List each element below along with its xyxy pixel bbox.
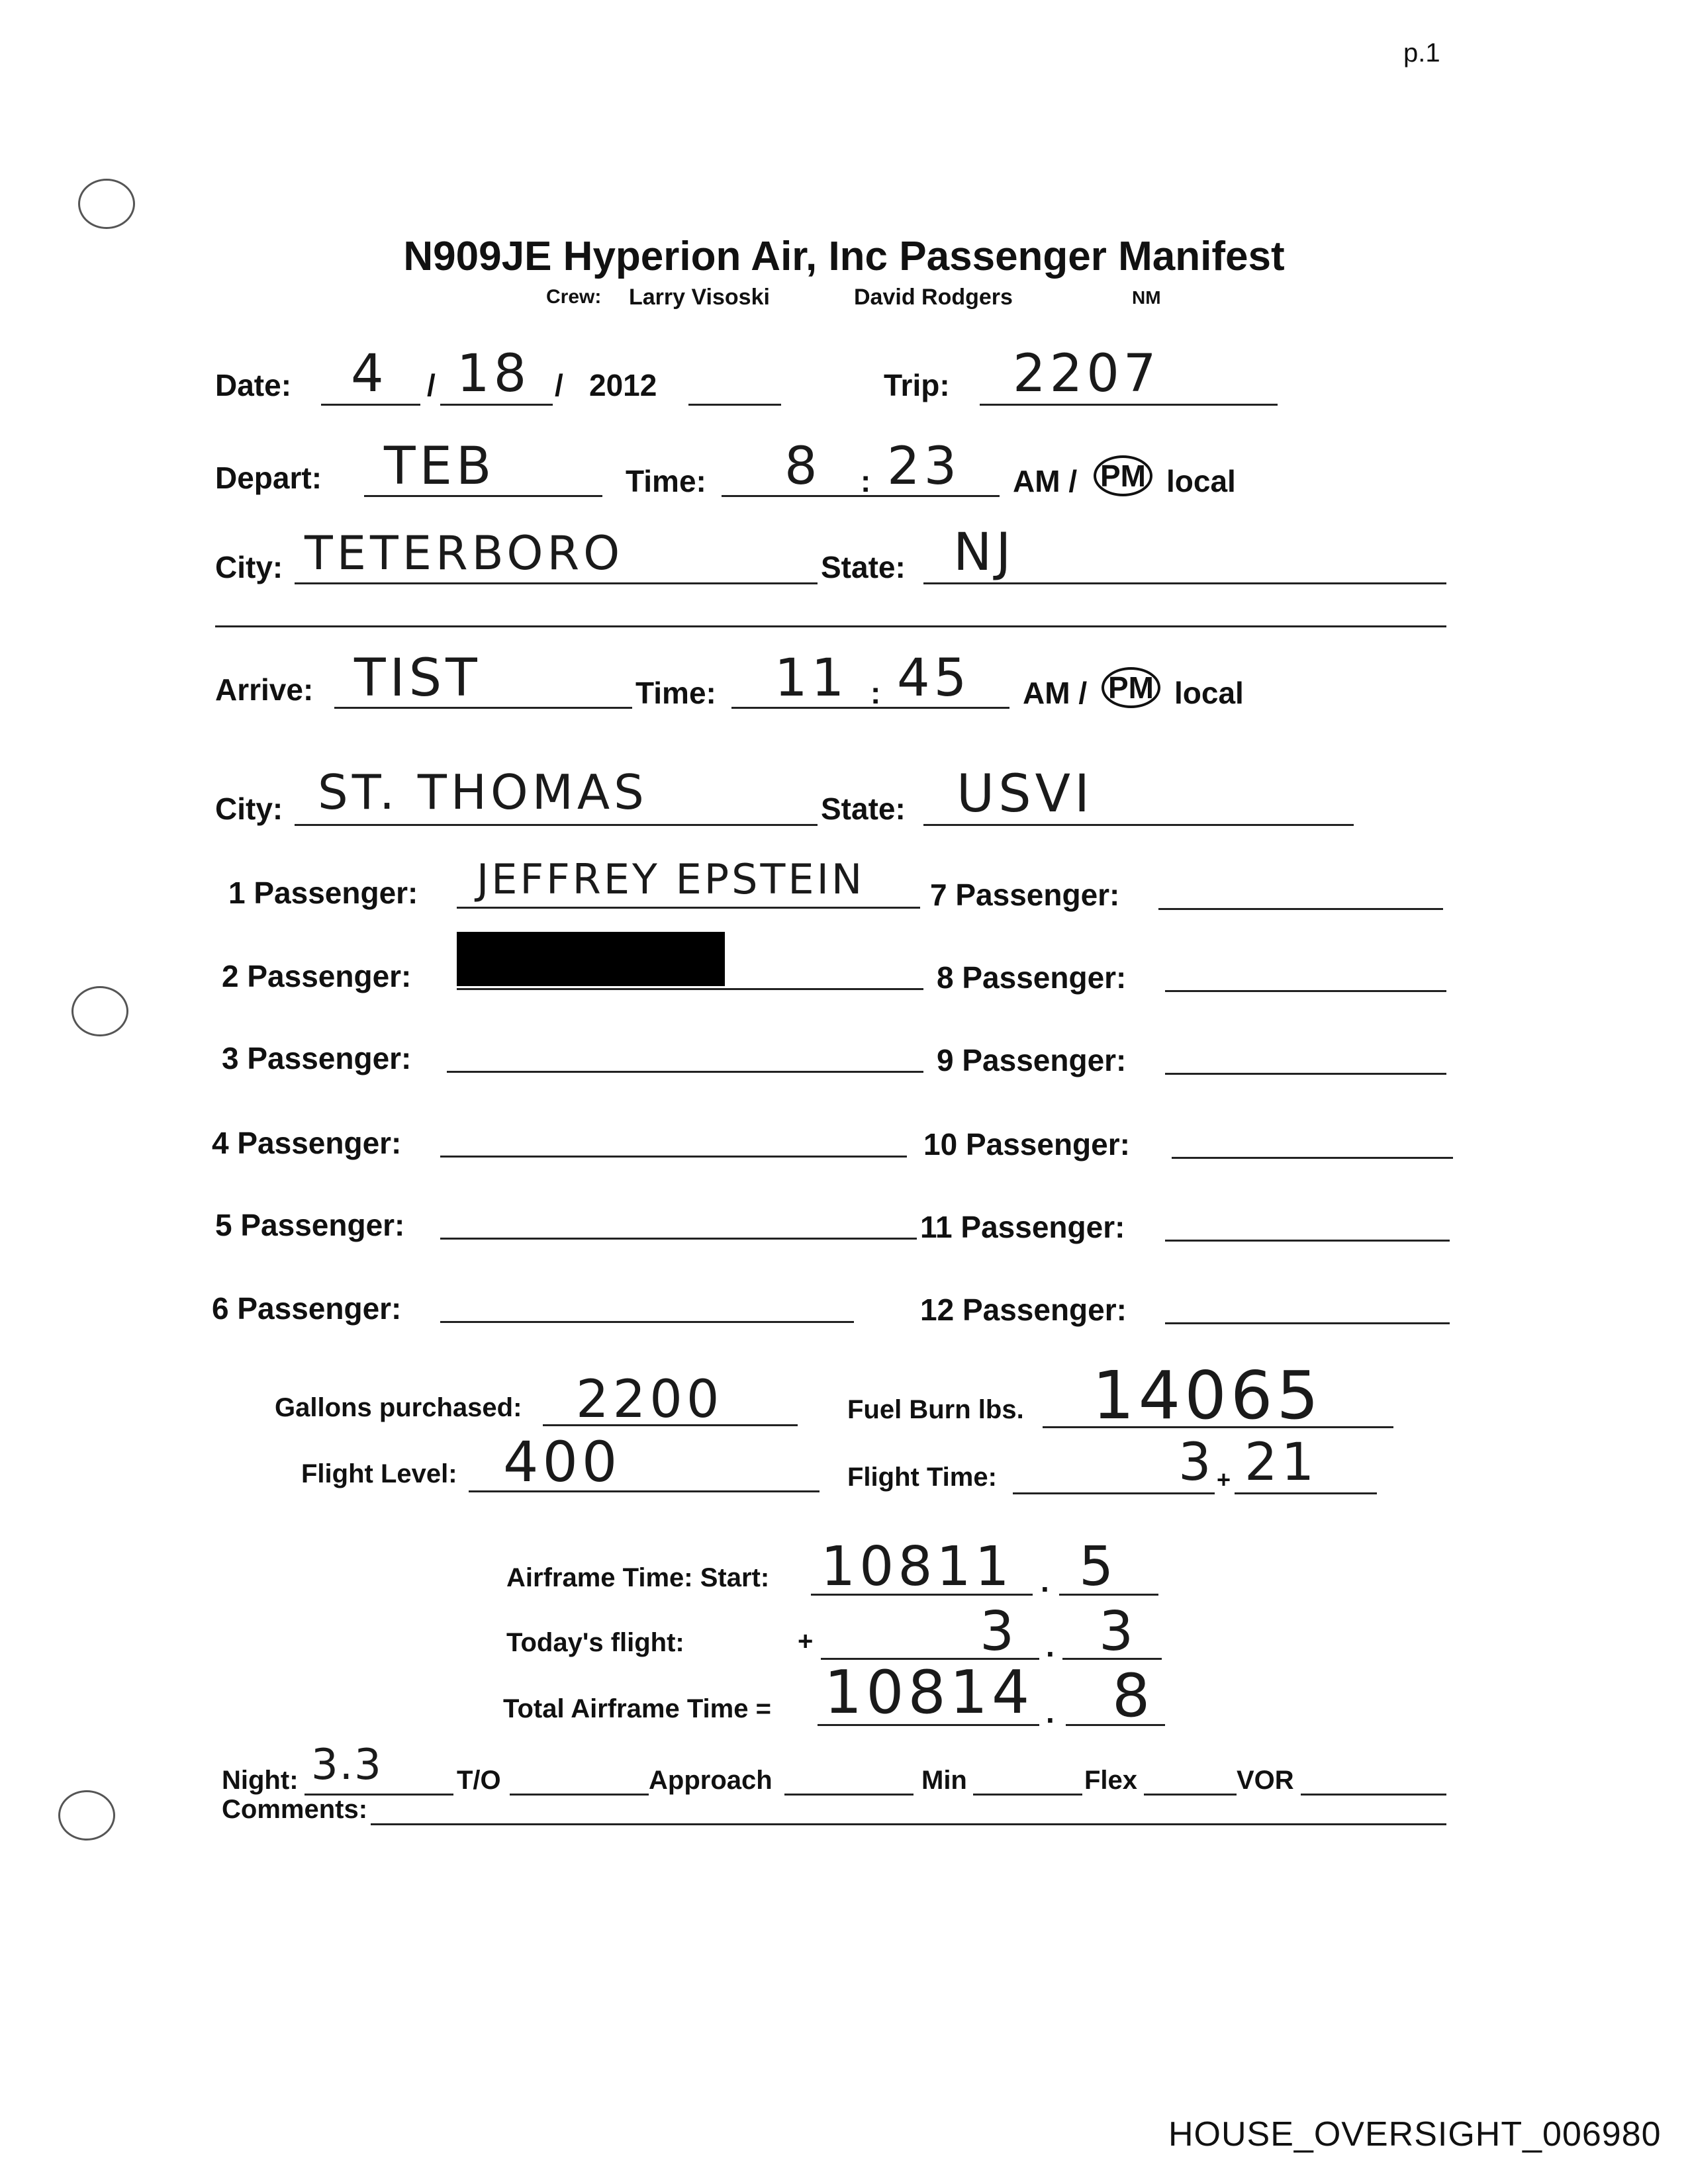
depart-time-label: Time: xyxy=(626,464,706,498)
flight-time-minutes-line xyxy=(1235,1492,1377,1494)
arrive-time-colon: : xyxy=(870,676,881,710)
arrive-airport-value: TIST xyxy=(354,649,481,708)
punch-hole-top xyxy=(78,179,135,229)
airframe-start-dot: . xyxy=(1041,1564,1049,1598)
passenger-10-label: 10 Passenger: xyxy=(923,1127,1130,1161)
flight-time-plus: + xyxy=(1217,1466,1231,1493)
page-number: p.1 xyxy=(1403,38,1440,68)
comments-label: Comments: xyxy=(222,1795,368,1824)
punch-hole-middle xyxy=(71,986,128,1036)
passenger-12-label: 12 Passenger: xyxy=(920,1293,1127,1327)
arrive-hour-value: 11 xyxy=(774,649,849,708)
takeoff-line xyxy=(510,1794,649,1796)
depart-state-line xyxy=(923,582,1446,584)
depart-hour-value: 8 xyxy=(784,437,821,496)
total-airframe-whole-value: 10814 xyxy=(824,1658,1034,1727)
flight-level-value: 400 xyxy=(503,1430,622,1494)
manifest-title: N909JE Hyperion Air, Inc Passenger Manifest xyxy=(403,234,1285,279)
depart-am-option: AM / xyxy=(1013,464,1078,498)
passenger-5-label: 5 Passenger: xyxy=(215,1208,405,1242)
approach-label: Approach xyxy=(649,1766,773,1795)
crew-label: Crew: xyxy=(546,286,602,308)
date-slash-2: / xyxy=(555,368,563,402)
bates-number: HOUSE_OVERSIGHT_006980 xyxy=(1168,2115,1662,2154)
date-month-value: 4 xyxy=(351,344,388,404)
comments-line xyxy=(371,1823,1446,1825)
passenger-11-label: 11 Passenger: xyxy=(920,1210,1125,1244)
passenger-8-line xyxy=(1165,990,1446,992)
crew-member-1: Larry Visoski xyxy=(629,285,770,310)
depart-pm-circle-wrap xyxy=(1094,455,1152,496)
passenger-2-redaction-bar xyxy=(457,932,725,986)
night-value: 3.3 xyxy=(311,1741,383,1790)
depart-extra-line xyxy=(215,625,1446,627)
todays-flight-tenth-value: 3 xyxy=(1099,1600,1138,1663)
passenger-1-name: JEFFREY EPSTEIN xyxy=(477,855,865,903)
airframe-start-label: Airframe Time: Start: xyxy=(506,1563,770,1592)
trip-number-value: 2207 xyxy=(1013,344,1160,404)
arrive-label: Arrive: xyxy=(215,672,314,707)
flight-level-label: Flight Level: xyxy=(301,1459,457,1488)
vor-line xyxy=(1301,1794,1446,1796)
date-year-value: 2012 xyxy=(589,368,657,402)
flight-time-label: Flight Time: xyxy=(847,1463,997,1492)
date-day-value: 18 xyxy=(457,344,531,404)
total-airframe-tenth-value: 8 xyxy=(1112,1661,1154,1731)
passenger-1-label: 1 Passenger: xyxy=(228,876,418,910)
night-label: Night: xyxy=(222,1766,299,1795)
vor-label: VOR xyxy=(1237,1766,1294,1795)
date-slash-1: / xyxy=(427,368,436,402)
arrive-state-label: State: xyxy=(821,792,906,826)
todays-flight-dot: . xyxy=(1046,1629,1055,1663)
flex-label: Flex xyxy=(1084,1766,1138,1795)
airframe-start-whole-value: 10811 xyxy=(821,1535,1013,1598)
arrive-state-line xyxy=(923,824,1354,826)
gallons-purchased-value: 2200 xyxy=(576,1370,724,1430)
passenger-10-line xyxy=(1172,1157,1453,1159)
takeoff-label: T/O xyxy=(457,1766,501,1795)
min-line xyxy=(973,1794,1082,1796)
passenger-1-line xyxy=(457,907,920,909)
depart-label: Depart: xyxy=(215,461,322,495)
passenger-3-line xyxy=(447,1071,923,1073)
crew-member-2: David Rodgers xyxy=(854,285,1013,310)
passenger-9-label: 9 Passenger: xyxy=(937,1043,1127,1077)
passenger-7-line xyxy=(1158,908,1443,910)
arrive-city-line xyxy=(295,824,818,826)
arrive-am-option: AM / xyxy=(1023,676,1088,710)
trip-label: Trip: xyxy=(884,368,950,402)
passenger-6-label: 6 Passenger: xyxy=(212,1291,402,1326)
passenger-4-line xyxy=(440,1156,907,1158)
total-airframe-label: Total Airframe Time = xyxy=(503,1694,771,1723)
passenger-2-line xyxy=(457,988,923,990)
todays-flight-whole-value: 3 xyxy=(980,1600,1019,1663)
arrive-pm-option-circled: PM xyxy=(1102,667,1160,708)
depart-local-label: local xyxy=(1166,464,1236,498)
passenger-9-line xyxy=(1165,1073,1446,1075)
depart-pm-option-circled: PM xyxy=(1094,455,1152,496)
passenger-6-line xyxy=(440,1321,854,1323)
depart-state-value: NJ xyxy=(953,523,1015,582)
flight-time-minutes-value: 21 xyxy=(1244,1433,1319,1492)
date-label: Date: xyxy=(215,368,292,402)
passenger-4-label: 4 Passenger: xyxy=(212,1126,402,1160)
trip-line xyxy=(980,404,1278,406)
arrive-state-value: USVI xyxy=(957,764,1094,824)
fuel-burn-value: 14065 xyxy=(1092,1357,1323,1434)
depart-city-value: TETERBORO xyxy=(305,526,624,580)
passenger-11-line xyxy=(1165,1240,1450,1242)
arrive-city-label: City: xyxy=(215,792,283,826)
punch-hole-bottom xyxy=(58,1790,115,1841)
arrive-pm-circle-wrap xyxy=(1102,667,1160,708)
arrive-local-label: local xyxy=(1174,676,1244,710)
passenger-12-line xyxy=(1165,1322,1450,1324)
passenger-7-label: 7 Passenger: xyxy=(930,878,1120,912)
todays-flight-label: Today's flight: xyxy=(506,1628,684,1657)
flight-time-hours-value: 3 xyxy=(1178,1433,1215,1492)
date-month-line xyxy=(321,404,420,406)
date-year-line xyxy=(688,404,781,406)
approach-line xyxy=(784,1794,914,1796)
depart-state-label: State: xyxy=(821,550,906,584)
total-airframe-dot: . xyxy=(1046,1695,1055,1729)
date-day-line xyxy=(440,404,553,406)
flight-time-hours-line xyxy=(1013,1492,1215,1494)
depart-minute-value: 23 xyxy=(887,437,961,496)
flex-line xyxy=(1144,1794,1237,1796)
todays-flight-plus: + xyxy=(798,1627,814,1656)
passenger-8-label: 8 Passenger: xyxy=(937,960,1127,995)
gallons-purchased-label: Gallons purchased: xyxy=(275,1393,522,1422)
depart-city-line xyxy=(295,582,818,584)
arrive-minute-value: 45 xyxy=(897,649,971,708)
fuel-burn-label: Fuel Burn lbs. xyxy=(847,1395,1024,1424)
depart-airport-value: TEB xyxy=(384,437,496,496)
passenger-2-label: 2 Passenger: xyxy=(222,959,412,993)
depart-time-colon: : xyxy=(861,464,871,498)
passenger-5-line xyxy=(440,1238,917,1240)
min-label: Min xyxy=(921,1766,967,1795)
passenger-3-label: 3 Passenger: xyxy=(222,1041,412,1075)
arrive-city-value: ST. THOMAS xyxy=(318,764,648,820)
arrive-time-label: Time: xyxy=(635,676,716,710)
depart-city-label: City: xyxy=(215,550,283,584)
airframe-start-tenth-value: 5 xyxy=(1079,1535,1118,1598)
crew-member-3: NM xyxy=(1132,287,1161,308)
